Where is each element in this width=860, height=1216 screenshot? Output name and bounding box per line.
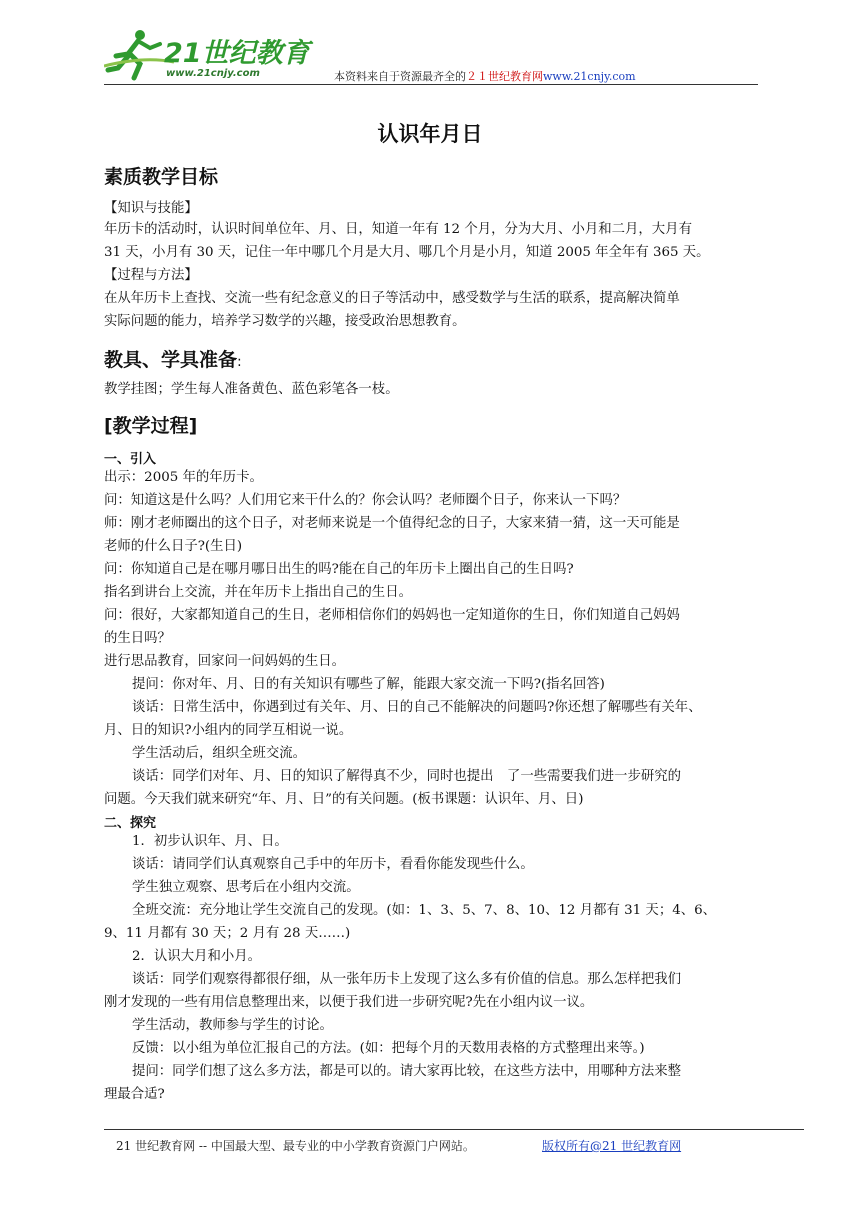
text-line: 31 天，小月有 30 天，记住一年中哪几个月是大月、哪几个月是小月，知道 2005 年全年有 365 天。 xyxy=(104,245,710,260)
text-line: 学生活动后，组织全班交流。 xyxy=(132,746,307,761)
svg-text:21世纪教育: 21世纪教育 xyxy=(164,38,310,69)
heading-goals: 素质教学目标 xyxy=(104,166,219,188)
text-line: 教学挂图；学生每人准备黄色、蓝色彩笔各一枝。 xyxy=(104,382,399,397)
text-line: 理最合适? xyxy=(104,1087,165,1102)
text-line: 2．认识大月和小月。 xyxy=(132,949,262,964)
text-line: 年历卡的活动时，认识时间单位年、月、日，知道一年有 12 个月，分为大月、小月和二月，大月有 xyxy=(104,222,692,237)
header-divider xyxy=(104,84,758,85)
text-line: 谈话：同学们观察得都很仔细，从一张年历卡上发现了这么多有价值的信息。那么怎样把我们 xyxy=(132,972,682,987)
text-line: 问：知道这是什么吗？人们用它来干什么的？你会认吗？老师圈个日子，你来认一下吗？ xyxy=(104,493,627,508)
heading-intro: 一、引入 xyxy=(104,452,157,467)
text-line: 的生日吗？ xyxy=(104,631,171,646)
text-line: 师：刚才老师圈出的这个日子，对老师来说是一个值得纪念的日子，大家来猜一猜，这一天可能是 xyxy=(104,516,680,531)
text-line: 提问：你对年、月、日的有关知识有哪些了解，能跟大家交流一下吗?(指名回答) xyxy=(132,677,605,692)
text-line: 老师的什么日子?(生日) xyxy=(104,539,243,554)
text-line: 1．初步认识年、月、日。 xyxy=(132,834,288,849)
text-line: 问：很好，大家都知道自己的生日，老师相信你们的妈妈也一定知道你的生日，你们知道自己妈妈 xyxy=(104,608,680,623)
svg-text:www.21cnjy.com: www.21cnjy.com xyxy=(166,68,260,79)
site-logo xyxy=(104,26,314,82)
text-line: 提问：同学们想了这么多方法，都是可以的。请大家再比较，在这些方法中，用哪种方法来整 xyxy=(132,1064,682,1079)
text-line: 刚才发现的一些有用信息整理出来，以便于我们进一步研究呢?先在小组内议一议。 xyxy=(104,995,594,1010)
page-title: 认识年月日 xyxy=(377,122,483,146)
text-line: 在从年历卡上查找、交流一些有纪念意义的日子等活动中，感受数学与生活的联系，提高解决简单 xyxy=(104,291,680,306)
header-site-name[interactable]: ２１世纪教育网 xyxy=(466,70,543,83)
header-site-url[interactable]: www.21cnjy.com xyxy=(543,70,636,83)
text-line: 谈话：同学们对年、月、日的知识了解得真不少，同时也提出 了一些需要我们进一步研究的 xyxy=(132,769,682,784)
text-line: 问：你知道自己是在哪月哪日出生的吗?能在自己的年历卡上圈出自己的生日吗? xyxy=(104,562,574,577)
text-line: 学生独立观察、思考后在小组内交流。 xyxy=(132,880,360,895)
text-line: 问题。今天我们就来研究“年、月、日”的有关问题。(板书课题：认识年、月、日) xyxy=(104,792,584,807)
text-line: 学生活动，教师参与学生的讨论。 xyxy=(132,1018,333,1033)
text-line: 谈话：请同学们认真观察自己手中的年历卡，看看你能发现些什么。 xyxy=(132,857,534,872)
footer-text: 21 世纪教育网 -- 中国最大型、最专业的中小学教育资源门户网站。 xyxy=(116,1139,475,1153)
text-line: 全班交流：充分地让学生交流自己的发现。(如：1、3、5、7、8、10、12 月都有 31 天；4、6、 xyxy=(132,903,717,918)
text-line: 出示：2005 年的年历卡。 xyxy=(104,470,263,485)
text-line: 实际问题的能力，培养学习数学的兴趣，接受政治思想教育。 xyxy=(104,314,466,329)
footer-copyright-link[interactable]: 版权所有@21 世纪教育网 xyxy=(542,1139,682,1153)
text-line: 谈话：日常生活中，你遇到过有关年、月、日的自己不能解决的问题吗?你还想了解哪些有关年、 xyxy=(132,700,702,715)
text-line: 反馈：以小组为单位汇报自己的方法。(如：把每个月的天数用表格的方式整理出来等。) xyxy=(132,1041,645,1056)
text-line: 进行思品教育，回家问一问妈妈的生日。 xyxy=(104,654,346,669)
text-line: 月、日的知识?小组内的同学互相说一说。 xyxy=(104,723,353,738)
text-line: 【知识与技能】 xyxy=(104,201,198,216)
heading-process: [教学过程] xyxy=(104,415,198,437)
footer-divider xyxy=(104,1129,804,1130)
header-note: 本资料来自于资源最齐全的２１世纪教育网www.21cnjy.com xyxy=(334,70,636,83)
heading-tools: 教具、学具准备: xyxy=(104,349,242,371)
text-line: 9、11 月都有 30 天；2 月有 28 天……) xyxy=(104,926,351,941)
text-line: 【过程与方法】 xyxy=(104,268,198,283)
text-line: 指名到讲台上交流，并在年历卡上指出自己的生日。 xyxy=(104,585,412,600)
heading-explore: 二、探究 xyxy=(104,816,157,831)
